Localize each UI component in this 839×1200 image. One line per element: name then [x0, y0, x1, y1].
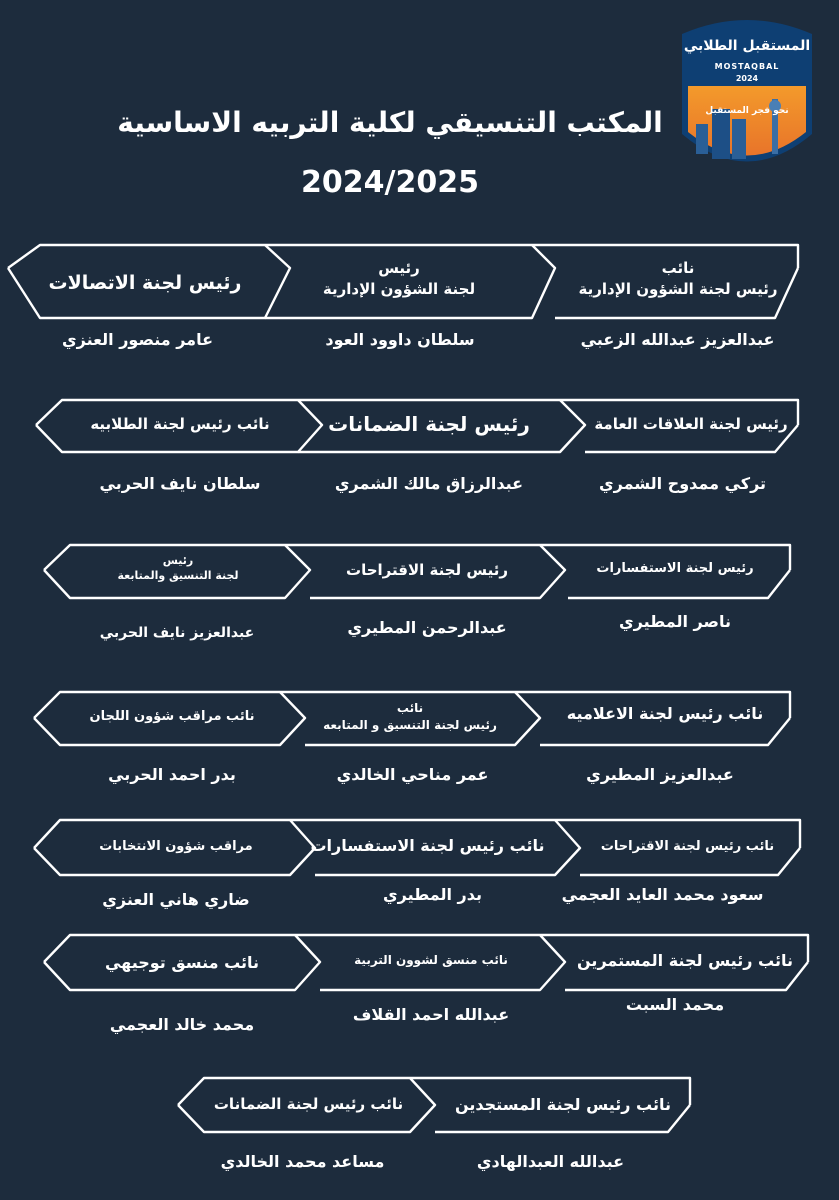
person-r1c3: عامر منصور العنزي	[61, 330, 214, 349]
person-r6c2: عبدالله احمد القلاف	[352, 1005, 510, 1024]
role-line1: نائب رئيس لجنة المستمرين	[577, 951, 793, 970]
logo-year: 2024	[735, 74, 759, 83]
role-r1c3	[25, 270, 265, 297]
role-line1: نائب رئيس لجنة الاستفسارات	[310, 836, 545, 855]
logo-badge	[672, 14, 822, 184]
person-bottom2: مساعد محمد الخالدي	[220, 1152, 385, 1171]
role-r5c3	[62, 838, 290, 856]
person-r4c1: عبدالعزيز المطيري	[586, 765, 734, 784]
role-line1: نائب منسق توجيهي	[104, 953, 260, 972]
person-r2c1: تركي ممدوح الشمري	[598, 474, 767, 493]
page-year: 2024/2025	[301, 165, 479, 200]
role-r3c2	[312, 560, 542, 581]
role-line2: لجنة الشؤون الإدارية	[322, 280, 476, 298]
logo-slogan: نحو فجر المستقبل	[705, 106, 789, 116]
role-line1: نائب رئيس لجنة الاقتراحات	[600, 839, 775, 854]
role-line1: نائب منسق لشوون التربية	[354, 953, 508, 967]
role-line1: نائب رئيس لجنة الاعلاميه	[566, 704, 764, 723]
role-r2c1	[585, 414, 797, 435]
person-r6c1: محمد السبت	[625, 995, 725, 1014]
role-r2c2	[300, 410, 558, 438]
logo-title: المستقبل الطلابي	[683, 38, 811, 54]
role-r3c1	[570, 560, 780, 578]
role-line1: نائب	[661, 259, 695, 277]
role-bottom2	[206, 1094, 411, 1115]
role-line1: رئيس	[162, 554, 194, 567]
role-bottom1	[438, 1094, 688, 1116]
role-line1: رئيس لجنة الاستفسارات	[596, 561, 754, 576]
role-line2: رئيس لجنة الشؤون الإدارية	[578, 280, 778, 298]
role-line2: رئيس لجنة التنسيق و المتابعه	[323, 717, 497, 732]
person-r3c1: ناصر المطيري	[619, 612, 731, 631]
role-line1: رئيس لجنة العلاقات العامة	[594, 415, 788, 433]
role-r5c1	[580, 838, 795, 856]
person-bottom1: عبدالله العبدالهادي	[476, 1152, 625, 1171]
role-r6c1	[565, 950, 805, 972]
person-r4c3: بدر احمد الحربي	[108, 765, 236, 784]
person-r4c2: عمر مناحي الخالدي	[336, 765, 489, 784]
role-line1: رئيس	[378, 259, 420, 277]
person-r1c2: سلطان داوود العود	[325, 330, 475, 349]
logo-latin: MOSTAQBAL	[714, 62, 780, 71]
role-line1: نائب رئيس لجنة الضمانات	[213, 1095, 404, 1113]
role-line1: نائب	[396, 701, 424, 715]
person-r2c3: سلطان نايف الحربي	[99, 474, 261, 493]
role-r1c1	[558, 258, 798, 300]
role-line1: رئيس لجنة الضمانات	[328, 412, 530, 436]
role-line1: نائب رئيس لجنة المستجدين	[454, 1095, 672, 1114]
role-r4c3	[62, 708, 282, 726]
role-line1: رئيس لجنة الاقتراحات	[346, 561, 508, 579]
person-r5c1: سعود محمد العايد العجمي	[561, 885, 764, 904]
person-r3c3: عبدالعزيز نايف الحربي	[99, 625, 255, 641]
role-r6c2	[322, 952, 540, 969]
role-line1: مراقب شؤون الانتخابات	[99, 839, 253, 854]
person-r3c2: عبدالرحمن المطيري	[347, 618, 507, 637]
role-line1: نائب مراقب شؤون اللجان	[89, 709, 255, 724]
role-line1: رئيس لجنة الاتصالات	[48, 272, 242, 294]
role-r3c3	[72, 553, 284, 584]
person-r6c3: محمد خالد العجمي	[109, 1015, 255, 1034]
role-r2c3	[62, 414, 298, 435]
person-r1c1: عبدالعزيز عبدالله الزعبي	[580, 330, 775, 349]
person-r5c3: ضاري هاني العنزي	[102, 890, 250, 909]
role-r6c3	[72, 952, 292, 974]
person-r5c2: بدر المطيري	[383, 885, 482, 904]
role-r4c1	[545, 703, 785, 725]
person-r2c2: عبدالرزاق مالك الشمري	[334, 474, 524, 493]
role-line2: لجنة التنسيق والمتابعة	[117, 569, 239, 583]
role-r5c2	[300, 835, 555, 857]
role-line1: نائب رئيس لجنة الطلابيه	[90, 415, 270, 433]
role-r4c2	[290, 700, 530, 734]
page-title: المكتب التنسيقي لكلية التربيه الاساسية	[117, 106, 663, 139]
role-r1c2	[268, 258, 530, 300]
